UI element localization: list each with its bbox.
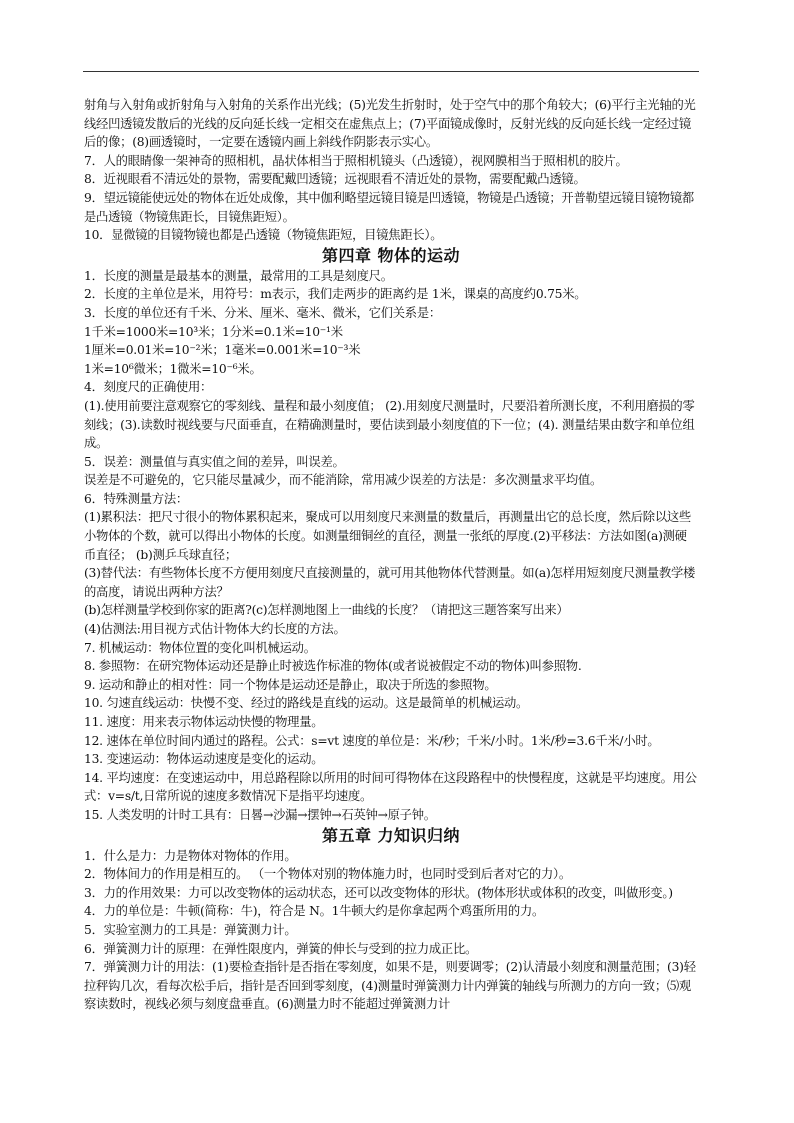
paragraph: 1千米=1000米=10³米；1分米=0.1米=10⁻¹米 xyxy=(84,324,343,339)
paragraph: 1米=10⁶微米；1微米=10⁻⁶米。 xyxy=(84,361,262,376)
header-rule xyxy=(83,71,699,72)
chapter5-title: 第五章 力知识归纳 xyxy=(321,825,461,845)
optics-continuation-section xyxy=(84,96,698,245)
paragraph: 10. 匀速直线运动：快慢不变、经过的路线是直线的运动。这是最简单的机械运动。 xyxy=(84,696,529,711)
paragraph: 2．长度的主单位是米，用符号：m表示，我们走两步的距离约是 1米，课桌的高度约0.75米。 xyxy=(84,287,587,302)
paragraph: 9. 运动和静止的相对性：同一个物体是运动还是静止，取决于所选的参照物。 xyxy=(84,677,497,692)
paragraph: 1．长度的测量是最基本的测量，最常用的工具是刻度尺。 xyxy=(84,268,393,283)
paragraph: 1．什么是力：力是物体对物体的作用。 xyxy=(84,848,297,863)
chapter4-title: 第四章 物体的运动 xyxy=(321,245,461,265)
paragraph: 5．误差：测量值与真实值之间的差异，叫误差。 xyxy=(84,454,345,469)
paragraph: (4)估测法:用目视方式估计物体大约长度的方法。 xyxy=(84,622,346,637)
paragraph: 11. 速度：用来表示物体运动快慢的物理量。 xyxy=(84,715,324,729)
paragraph: 误差是不可避免的，它只能尽量减少，而不能消除，常用减少误差的方法是：多次测量求平均值。 xyxy=(84,473,603,488)
paragraph: 1厘米=0.01米=10⁻²米；1毫米=0.001米=10⁻³米 xyxy=(84,343,361,358)
paragraph: 3．力的作用效果：力可以改变物体的运动状态，还可以改变物体的形状。(物体形状或体积的改变，叫做形变。) xyxy=(84,885,673,900)
paragraph: (1)累积法：把尺寸很小的物体累积起来，聚成可以用刻度尺来测量的数量后，再测量出它的总长度，然后除以这些小物体的个数，就可以得出小物体的长度。如测量细铜丝的直径，测量一张纸的厚度.(2)平移法：方法如图(a)测硬币直径； (b)测乒乓球直径； xyxy=(84,510,691,562)
paragraph: (b)怎样测量学校到你家的距离?(c)怎样测地图上一曲线的长度？（请把这三题答案写出来） xyxy=(84,603,569,618)
paragraph: 14. 平均速度：在变速运动中，用总路程除以所用的时间可得物体在这段路程中的快慢程度，这就是平均速度。用公式：v=s/t,日常所说的速度多数情况下是指平均速度。 xyxy=(84,770,697,804)
paragraph: 9．望远镜能使远处的物体在近处成像，其中伽利略望远镜目镜是凹透镜，物镜是凸透镜；开普勒望远镜目镜物镜都是凸透镜（物镜焦距长，目镜焦距短）。 xyxy=(84,190,694,224)
paragraph: 7．弹簧测力计的用法：(1)要检查指针是否指在零刻度，如果不是，则要调零；(2)认清最小刻度和测量范围；(3)轻拉秤钩几次，看每次松手后，指针是否回到零刻度，(4)测量时弹簧测力计内弹簧的轴线与所测力的方向一致；⑸观察读数时，视线必须与刻度盘垂直。(6)测量力时不能超过弹簧测力计 xyxy=(84,960,696,1012)
paragraph: 8. 参照物：在研究物体运动还是静止时被选作标准的物体(或者说被假定不动的物体)叫参照物. xyxy=(84,659,582,674)
paragraph: (1).使用前要注意观察它的零刻线、量程和最小刻度值； (2).用刻度尺测量时，尺要沿着所测长度，不利用磨损的零刻线；(3).读数时视线要与尺面垂直，在精确测量时，要估读到最小刻度值的下一位；(4). 测量结果由数字和单位组成。 xyxy=(84,398,695,451)
paragraph: 2．物体间力的作用是相互的。 （一个物体对别的物体施力时，也同时受到后者对它的力）。 xyxy=(84,867,571,882)
paragraph: 射角与入射角或折射角与入射角的关系作出光线；(5)光发生折射时，处于空气中的那个角较大；(6)平行主光轴的光线经凹透镜发散后的光线的反向延长线一定相交在虚焦点上；(7)平面镜成像时，反射光线的反向延长线一定经过镜后的像；(8)画透镜时，一定要在透镜内画上斜线作阴影表示实心。 xyxy=(84,98,696,150)
chapter4-section xyxy=(84,267,698,825)
paragraph: 15. 人类发明的计时工具有：日晷→沙漏→摆钟→石英钟→原子钟。 xyxy=(84,807,436,822)
paragraph: 6．弹簧测力计的原理：在弹性限度内，弹簧的伸长与受到的拉力成正比。 xyxy=(84,941,478,956)
paragraph: 5．实验室测力的工具是：弹簧测力计。 xyxy=(84,922,297,937)
paragraph: 8．近视眼看不清远处的景物，需要配戴凹透镜；远视眼看不清近处的景物，需要配戴凸透镜。 xyxy=(84,172,586,187)
chapter5-section xyxy=(84,847,698,1014)
paragraph: 7. 机械运动：物体位置的变化叫机械运动。 xyxy=(84,640,316,655)
paragraph: 4．刻度尺的正确使用： xyxy=(84,380,213,395)
paragraph: (3)替代法：有些物体长度不方便用刻度尺直接测量的，就可用其他物体代替测量。如(a)怎样用短刻度尺测量教学楼的高度，请说出两种方法？ xyxy=(84,566,696,599)
paragraph: 10．显微镜的目镜物镜也都是凸透镜（物镜焦距短，目镜焦距长）。 xyxy=(84,228,443,243)
paragraph: 4．力的单位是：牛顿(简称：牛)，符合是 N。1牛顿大约是你拿起两个鸡蛋所用的力。 xyxy=(84,904,545,919)
paragraph: 7．人的眼睛像一架神奇的照相机，晶状体相当于照相机镜头（凸透镜），视网膜相当于照相机的胶片。 xyxy=(84,153,628,168)
paragraph: 13. 变速运动：物体运动速度是变化的运动。 xyxy=(84,752,324,767)
document-body xyxy=(84,96,698,1014)
paragraph: 12. 速体在单位时间内通过的路程。公式：s=vt 速度的单位是：米/秒；千米/小时。1米/秒=3.6千米/小时。 xyxy=(84,733,660,748)
paragraph: 6．特殊测量方法： xyxy=(84,491,188,506)
paragraph: 3．长度的单位还有千米、分米、厘米、毫米、微米，它们关系是： xyxy=(84,305,441,320)
